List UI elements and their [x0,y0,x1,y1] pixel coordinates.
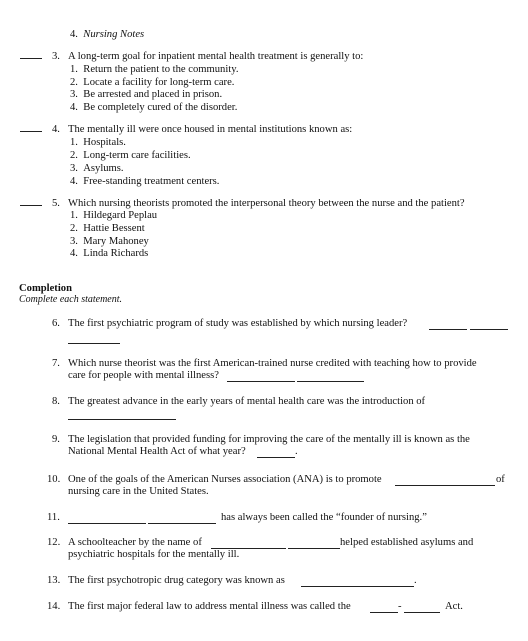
item-number: 13. [47,575,61,586]
item-text-end: Act. [445,601,463,612]
answer-blank[interactable] [470,329,508,330]
item-text-line-1: One of the goals of the American Nurses association (ANA) is to promote [68,474,382,485]
item-text-line-2: psychiatric hospitals for the mentally ill. [68,549,240,560]
option-3[interactable]: 3. Be arrested and placed in prison. [70,89,223,100]
question-number: 5. [52,198,60,209]
item-text-line-2: National Mental Health Act of what year? [68,446,246,457]
item-text-end: of [496,474,505,485]
item-text: The greatest advance in the early years of mental health care was the introduction of [68,396,426,407]
item-text-line-2: nursing care in the United States. [68,486,209,497]
option-4[interactable]: 4. Be completely cured of the disorder. [70,102,238,113]
item-text-end: . [414,575,417,586]
answer-blank[interactable] [257,457,295,458]
answer-blank[interactable] [370,612,398,613]
answer-blank[interactable] [148,523,216,524]
option-1[interactable]: 1. Hospitals. [70,137,126,148]
section-instruction: Complete each statement. [19,294,123,305]
item-text-end: helped established asylums and [340,537,474,548]
item-number: 9. [52,434,60,445]
item-number: 6. [52,318,60,329]
answer-blank[interactable] [227,381,295,382]
option-1[interactable]: 1. Return the patient to the community. [70,64,239,75]
option-2[interactable]: 2. Long-term care facilities. [70,150,191,161]
answer-blank[interactable] [297,381,364,382]
item-number: 11. [47,512,60,523]
item-number: 14. [47,601,61,612]
answer-blank[interactable] [301,586,414,587]
answer-blank[interactable] [395,485,495,486]
option-3[interactable]: 3. Mary Mahoney [70,236,149,247]
item-text: The first major federal law to address mental illness was called the [68,601,351,612]
answer-blank[interactable] [68,523,146,524]
item-text-line-1: A schoolteacher by the name of [68,537,202,548]
option-3[interactable]: 3. Asylums. [70,163,124,174]
option-1[interactable]: 1. Hildegard Peplau [70,210,158,221]
item-text-end: . [295,446,298,457]
question-text: Which nursing theorists promoted the interpersonal theory between the nurse and the patient? [68,198,465,209]
question-2-option-4 [70,29,144,42]
answer-blank[interactable] [68,343,120,344]
answer-blank[interactable] [20,205,42,206]
option-number: 4. [70,29,78,40]
item-number: 12. [47,537,61,548]
answer-blank[interactable] [288,548,340,549]
answer-blank[interactable] [68,419,176,420]
option-2[interactable]: 2. Hattie Bessent [70,223,145,234]
item-text: The first psychotropic drug category was known as [68,575,285,586]
item-text: has always been called the “founder of nursing.” [221,512,427,523]
answer-blank[interactable] [20,58,42,59]
option-2[interactable]: 2. Locate a facility for long-term care. [70,77,235,88]
item-number: 7. [52,358,60,369]
item-text: The first psychiatric program of study was established by which nursing leader? [68,318,408,329]
answer-blank[interactable] [429,329,467,330]
option-4[interactable]: 4. Free-standing treatment centers. [70,176,220,187]
option-4[interactable]: 4. Linda Richards [70,248,149,259]
option-text: Nursing Notes [83,29,145,40]
section-heading: Completion [19,283,72,294]
answer-blank[interactable] [404,612,440,613]
item-number: 10. [47,474,61,485]
question-number: 4. [52,124,60,135]
question-number: 3. [52,51,60,62]
item-text-line-2: care for people with mental illness? [68,370,219,381]
item-text-line-1: Which nurse theorist was the first American-trained nurse credited with teaching how to provide [68,358,477,369]
item-text-mid: - [398,601,402,612]
item-text-line-1: The legislation that provided funding for improving the care of the mentally ill is known as the [68,434,470,445]
question-text: The mentally ill were once housed in mental institutions known as: [68,124,353,135]
answer-blank[interactable] [20,131,42,132]
question-text: A long-term goal for inpatient mental health treatment is generally to: [68,51,364,62]
item-number: 8. [52,396,60,407]
